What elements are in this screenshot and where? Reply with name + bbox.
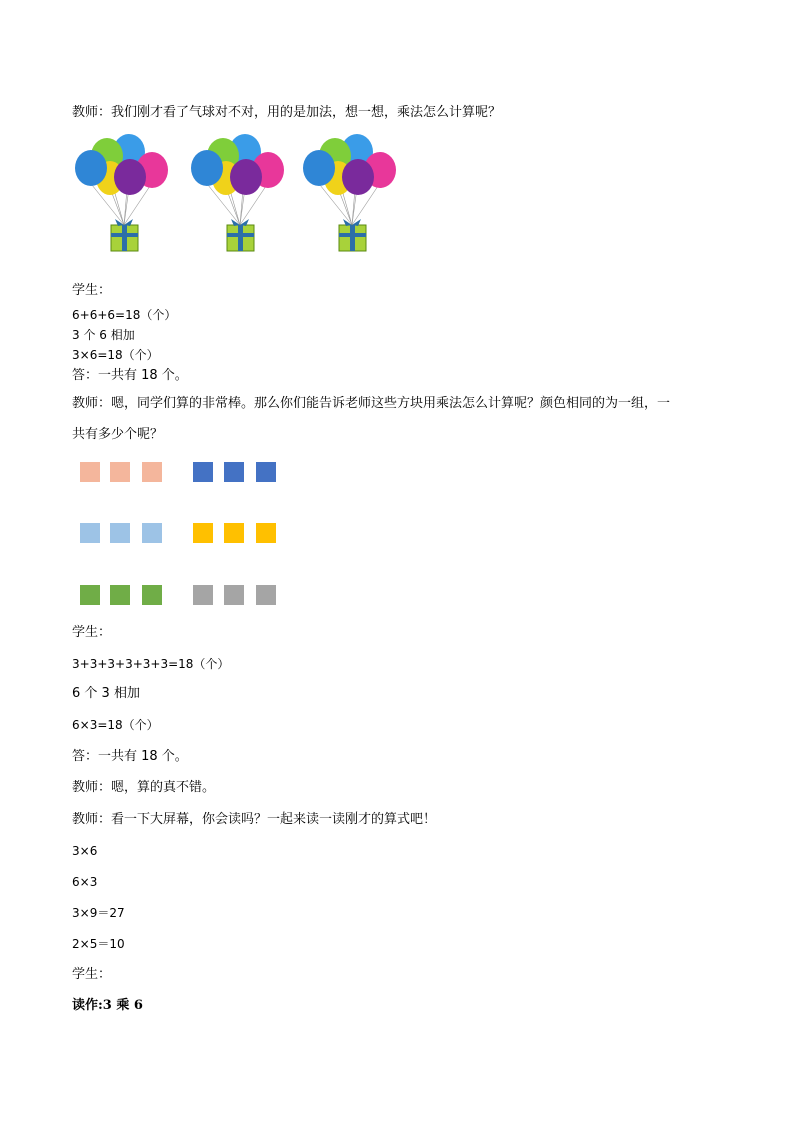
square [193,585,213,605]
square [224,462,244,482]
square [80,523,100,543]
square [256,523,276,543]
square [193,523,213,543]
teacher-question-balloons: 教师：我们刚才看了气球对不对，用的是加法，想一想，乘法怎么计算呢？ [72,105,502,120]
student-equation-add-1: 6+6+6=18（个） [72,308,177,322]
student-equation-mult-2: 6×3=18（个） [72,718,159,732]
student-equation-mult-1: 3×6=18（个） [72,348,159,362]
square [110,585,130,605]
student-reading-1: 读作:3 乘 6 [72,998,143,1013]
teacher-read-prompt: 教师：看一下大屏幕，你会读吗？一起来读一读刚才的算式吧！ [72,812,437,827]
square [224,523,244,543]
teacher-question-squares-line1: 教师：嗯，同学们算的非常棒。那么你们能告诉老师这些方块用乘法怎么计算呢？颜色相同的为一组，一 [72,396,671,411]
student-equation-add-2: 3+3+3+3+3+3=18（个） [72,657,230,671]
student-sum-description-1: 3 个 6 相加 [72,328,135,342]
square [256,462,276,482]
student-label-1: 学生： [72,283,112,298]
square [142,585,162,605]
square [193,462,213,482]
student-label-3: 学生： [72,967,112,982]
square [110,523,130,543]
student-answer-1: 答：一共有 18 个。 [72,368,188,383]
square [224,585,244,605]
square [142,523,162,543]
expression-2: 6×3 [72,875,98,889]
balloon-bunch-icon [190,130,290,258]
expression-1: 3×6 [72,844,98,858]
square [110,462,130,482]
teacher-question-squares-line2: 共有多少个呢？ [72,427,164,442]
expression-4: 2×5＝10 [72,937,125,951]
square [142,462,162,482]
balloon-bunch-icon [74,130,174,258]
balloon-bunch-2 [190,130,290,258]
student-label-2: 学生： [72,625,112,640]
square [80,462,100,482]
balloon-bunch-1 [74,130,174,258]
student-answer-2: 答：一共有 18 个。 [72,749,188,764]
balloon-bunch-icon [302,130,402,258]
square [80,585,100,605]
balloon-bunch-3 [302,130,402,258]
expression-3: 3×9＝27 [72,906,125,920]
student-sum-description-2: 6 个 3 相加 [72,686,140,701]
square [256,585,276,605]
teacher-praise: 教师：嗯，算的真不错。 [72,780,216,795]
